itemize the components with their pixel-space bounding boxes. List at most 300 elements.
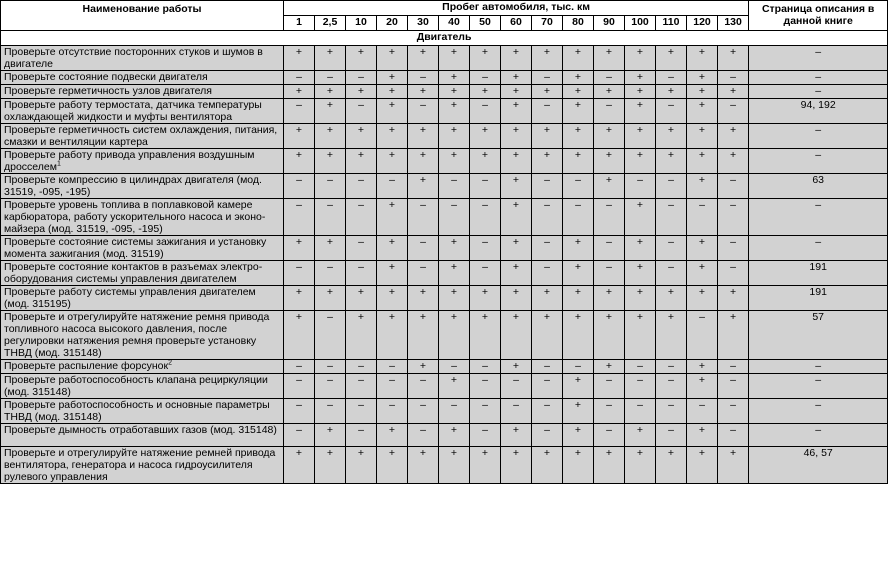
mileage-mark-cell: + [656,124,687,149]
mileage-mark-cell: + [377,286,408,311]
mileage-header-cell: 120 [687,16,718,31]
mileage-mark-cell: + [625,46,656,71]
mileage-mark-cell: + [501,447,532,484]
mileage-mark-cell: + [315,149,346,174]
mileage-mark-cell: – [408,261,439,286]
mileage-mark-cell: – [346,174,377,199]
mileage-mark-cell: – [377,174,408,199]
mileage-mark-cell: + [470,124,501,149]
section-title: Двигатель [1,31,888,46]
mileage-mark-cell: + [594,174,625,199]
page-ref-cell: 63 [749,174,888,199]
mileage-mark-cell: + [346,311,377,360]
mileage-mark-cell: + [563,374,594,399]
mileage-mark-cell: + [346,46,377,71]
mileage-mark-cell: – [408,399,439,424]
mileage-mark-cell: – [656,261,687,286]
mileage-header-cell: 110 [656,16,687,31]
mileage-mark-cell: + [377,85,408,99]
table-row [1,174,888,199]
mileage-mark-cell: + [501,174,532,199]
work-name-cell [1,311,284,360]
mileage-mark-cell: – [284,399,315,424]
mileage-mark-cell: + [439,424,470,447]
mileage-mark-cell: + [377,99,408,124]
mileage-mark-cell: + [718,311,749,360]
mileage-mark-cell: + [532,286,563,311]
work-name-cell [1,199,284,236]
mileage-mark-cell: – [408,71,439,85]
page-ref-cell: – [749,46,888,71]
mileage-mark-cell: + [687,286,718,311]
mileage-mark-cell: + [501,424,532,447]
mileage-mark-cell: + [377,71,408,85]
mileage-mark-cell: – [315,261,346,286]
mileage-mark-cell: – [594,261,625,286]
mileage-mark-cell: + [687,71,718,85]
mileage-mark-cell: + [594,46,625,71]
mileage-mark-cell: + [470,311,501,360]
mileage-mark-cell: – [625,174,656,199]
work-name-text: Проверьте герметичность узлов двигателя [4,85,212,97]
mileage-mark-cell: – [346,261,377,286]
page-ref-cell: 46, 57 [749,447,888,484]
table-row [1,71,888,85]
mileage-mark-cell: + [346,149,377,174]
mileage-mark-cell: – [656,374,687,399]
mileage-mark-cell: + [377,199,408,236]
table-row [1,424,888,447]
work-name-cell [1,236,284,261]
table-row [1,236,888,261]
mileage-header-cell: 100 [625,16,656,31]
mileage-mark-cell: – [532,174,563,199]
mileage-mark-cell: + [532,124,563,149]
mileage-mark-cell: + [687,124,718,149]
mileage-mark-cell: – [284,199,315,236]
mileage-group-header: Пробег автомобиля, тыс. км [284,1,749,16]
mileage-mark-cell: + [687,447,718,484]
work-name-text: Проверьте состояние подвески двигателя [4,71,208,83]
mileage-mark-cell: + [377,261,408,286]
mileage-mark-cell: + [718,46,749,71]
mileage-mark-cell: + [501,71,532,85]
table-row [1,399,888,424]
page-ref-cell: – [749,71,888,85]
mileage-mark-cell: – [718,360,749,374]
mileage-mark-cell: – [346,374,377,399]
mileage-mark-cell: + [284,149,315,174]
mileage-mark-cell: + [718,447,749,484]
mileage-mark-cell: – [408,236,439,261]
mileage-mark-cell: – [532,99,563,124]
mileage-mark-cell: – [315,399,346,424]
mileage-mark-cell: – [656,99,687,124]
mileage-mark-cell: – [656,360,687,374]
mileage-mark-cell: + [501,199,532,236]
mileage-mark-cell: – [346,399,377,424]
mileage-mark-cell: + [656,311,687,360]
mileage-header-cell: 20 [377,16,408,31]
mileage-mark-cell: + [377,447,408,484]
work-name-cell [1,71,284,85]
mileage-mark-cell: + [284,286,315,311]
mileage-mark-cell: + [563,236,594,261]
section-row [1,31,888,46]
mileage-mark-cell: – [346,99,377,124]
mileage-mark-cell: + [470,149,501,174]
mileage-mark-cell: – [470,71,501,85]
mileage-mark-cell: + [687,261,718,286]
mileage-mark-cell: – [470,374,501,399]
mileage-mark-cell: – [346,236,377,261]
work-name-cell [1,374,284,399]
mileage-mark-cell: – [284,99,315,124]
work-name-cell [1,360,284,374]
mileage-mark-cell: + [470,46,501,71]
mileage-mark-cell: – [501,399,532,424]
mileage-mark-cell: – [284,71,315,85]
mileage-mark-cell: + [439,236,470,261]
mileage-mark-cell: – [532,261,563,286]
mileage-header-cell: 50 [470,16,501,31]
mileage-mark-cell: – [470,399,501,424]
mileage-mark-cell: + [625,236,656,261]
mileage-mark-cell: + [594,149,625,174]
work-name-text: Проверьте работоспособность клапана рециркуляции (мод. 315148) [4,374,268,398]
mileage-mark-cell: + [687,149,718,174]
mileage-mark-cell: + [501,261,532,286]
mileage-mark-cell: – [718,99,749,124]
mileage-mark-cell: – [284,174,315,199]
mileage-mark-cell: – [718,261,749,286]
mileage-mark-cell: + [501,286,532,311]
mileage-header-cell: 1 [284,16,315,31]
work-name-text: Проверьте отсутствие посторонних стуков и шумов в двигателе [4,46,263,70]
work-name-text: Проверьте дымность отработавших газов (мод. 315148) [4,424,277,436]
table-row [1,360,888,374]
mileage-mark-cell: – [563,199,594,236]
mileage-mark-cell: + [563,46,594,71]
mileage-mark-cell: + [687,99,718,124]
mileage-header-cell: 90 [594,16,625,31]
mileage-mark-cell: – [656,424,687,447]
page-ref-cell: – [749,374,888,399]
mileage-mark-cell: + [625,447,656,484]
mileage-mark-cell: + [377,311,408,360]
mileage-mark-cell: – [315,174,346,199]
mileage-mark-cell: – [439,399,470,424]
work-name-text: Проверьте работу термостата, датчика температуры охлаждающей жидкости и муфты вентилятора [4,99,262,123]
mileage-mark-cell: + [470,286,501,311]
table-row [1,311,888,360]
work-name-text: Проверьте и отрегулируйте натяжение ремней привода вентилятора, генератора и насоса гидроусилителя рулевого управления [4,447,276,483]
page-ref-cell: – [749,124,888,149]
mileage-mark-cell: + [656,85,687,99]
mileage-mark-cell: + [687,236,718,261]
mileage-mark-cell: + [439,149,470,174]
mileage-mark-cell: – [594,424,625,447]
mileage-mark-cell: + [687,85,718,99]
mileage-mark-cell: + [718,124,749,149]
mileage-mark-cell: + [377,236,408,261]
mileage-mark-cell: + [625,71,656,85]
mileage-mark-cell: – [470,236,501,261]
mileage-mark-cell: – [718,374,749,399]
mileage-mark-cell: + [346,286,377,311]
work-name-text: Проверьте герметичность систем охлаждения, питания, смазки и вентиляции картера [4,124,278,148]
page-ref-cell: – [749,360,888,374]
mileage-mark-cell: + [594,360,625,374]
page-ref-cell: – [749,149,888,174]
mileage-mark-cell: + [625,311,656,360]
mileage-mark-cell: – [563,360,594,374]
table-row [1,85,888,99]
mileage-mark-cell: – [470,174,501,199]
mileage-header-cell: 60 [501,16,532,31]
work-name-cell [1,46,284,71]
page-ref-cell: 191 [749,261,888,286]
mileage-mark-cell: + [284,85,315,99]
mileage-mark-cell: – [439,199,470,236]
mileage-mark-cell: + [439,85,470,99]
mileage-mark-cell: + [315,99,346,124]
work-name-cell [1,424,284,447]
mileage-header-cell: 30 [408,16,439,31]
mileage-mark-cell: + [377,424,408,447]
mileage-mark-cell: – [470,261,501,286]
mileage-mark-cell: + [284,124,315,149]
mileage-mark-cell: + [532,149,563,174]
mileage-mark-cell: + [315,124,346,149]
mileage-mark-cell: + [687,46,718,71]
mileage-mark-cell: – [656,71,687,85]
mileage-mark-cell: + [439,447,470,484]
mileage-mark-cell: + [408,286,439,311]
mileage-mark-cell: + [315,447,346,484]
mileage-mark-cell: + [563,424,594,447]
mileage-mark-cell: + [563,286,594,311]
mileage-mark-cell: + [501,149,532,174]
mileage-mark-cell: + [563,99,594,124]
mileage-mark-cell: – [656,236,687,261]
page-ref-cell: – [749,399,888,424]
mileage-mark-cell: + [408,149,439,174]
mileage-mark-cell: + [594,286,625,311]
work-name-text: Проверьте уровень топлива в поплавковой камере карбюратора, работу ускорительного насоса и экономайзера (мод. 31519, -095, -195) [4,199,266,235]
mileage-mark-cell: + [408,360,439,374]
mileage-mark-cell: + [594,447,625,484]
mileage-mark-cell: + [284,447,315,484]
mileage-mark-cell: – [284,374,315,399]
mileage-mark-cell: + [625,286,656,311]
mileage-mark-cell: – [377,360,408,374]
footnote-marker: 1 [56,160,61,168]
mileage-mark-cell: – [718,399,749,424]
mileage-mark-cell: + [532,85,563,99]
mileage-mark-cell: – [718,71,749,85]
work-name-text: Проверьте работу системы управления двигателем (мод. 315195) [4,286,256,310]
mileage-mark-cell: – [594,236,625,261]
mileage-mark-cell: – [315,360,346,374]
work-name-cell [1,99,284,124]
mileage-mark-cell: + [594,311,625,360]
work-name-text: Проверьте состояние системы зажигания и установку момента зажигания (мод. 31519) [4,236,267,260]
mileage-mark-cell: + [563,149,594,174]
mileage-mark-cell: + [439,311,470,360]
mileage-mark-cell: + [563,399,594,424]
mileage-mark-cell: + [315,236,346,261]
mileage-mark-cell: – [594,71,625,85]
mileage-mark-cell: – [594,199,625,236]
mileage-mark-cell: – [532,374,563,399]
mileage-mark-cell: – [315,199,346,236]
mileage-mark-cell: + [718,149,749,174]
mileage-mark-cell: – [532,199,563,236]
work-name-cell [1,174,284,199]
page-ref-header: Страница описания в данной книге [749,1,888,31]
mileage-mark-cell: + [408,174,439,199]
mileage-mark-cell: + [625,124,656,149]
mileage-mark-cell: – [315,311,346,360]
work-name-text: Проверьте компрессию в цилиндрах двигателя (мод. 31519, -095, -195) [4,174,262,198]
work-name-text: Проверьте работоспособность и основные параметры ТНВД (мод. 315148) [4,399,270,423]
mileage-mark-cell: – [346,71,377,85]
work-name-text: Проверьте состояние контактов в разъемах электрооборудования системы управления двигателем [4,261,263,285]
mileage-mark-cell: + [470,447,501,484]
mileage-mark-cell: + [377,149,408,174]
table-row [1,124,888,149]
mileage-mark-cell: – [346,199,377,236]
work-name-cell [1,399,284,424]
work-name-text: Проверьте распыление форсунок [4,360,169,372]
mileage-mark-cell: – [439,174,470,199]
mileage-mark-cell: + [284,311,315,360]
mileage-mark-cell: – [470,360,501,374]
table-row [1,99,888,124]
mileage-mark-cell: + [687,174,718,199]
mileage-mark-cell: – [346,424,377,447]
mileage-mark-cell: – [718,174,749,199]
page-ref-cell: 94, 192 [749,99,888,124]
mileage-mark-cell: + [315,424,346,447]
mileage-mark-cell: + [501,311,532,360]
header-row-group [1,1,888,16]
mileage-mark-cell: + [439,71,470,85]
mileage-mark-cell: – [594,374,625,399]
mileage-mark-cell: + [625,99,656,124]
mileage-mark-cell: + [439,261,470,286]
mileage-mark-cell: + [439,99,470,124]
mileage-mark-cell: – [687,311,718,360]
work-name-header: Наименование работы [1,1,284,31]
mileage-mark-cell: – [532,236,563,261]
mileage-mark-cell: – [315,374,346,399]
mileage-mark-cell: + [687,424,718,447]
mileage-mark-cell: – [439,360,470,374]
mileage-header-cell: 10 [346,16,377,31]
mileage-header-cell: 40 [439,16,470,31]
mileage-mark-cell: + [377,46,408,71]
mileage-mark-cell: – [532,399,563,424]
mileage-mark-cell: + [656,286,687,311]
mileage-mark-cell: – [656,174,687,199]
work-name-cell [1,124,284,149]
mileage-mark-cell: – [408,374,439,399]
page-ref-cell: – [749,199,888,236]
mileage-mark-cell: + [315,85,346,99]
mileage-mark-cell: + [408,311,439,360]
work-name-cell [1,85,284,99]
mileage-mark-cell: + [532,311,563,360]
mileage-mark-cell: + [439,46,470,71]
mileage-mark-cell: – [470,199,501,236]
mileage-mark-cell: – [284,261,315,286]
mileage-mark-cell: – [718,199,749,236]
mileage-mark-cell: + [625,85,656,99]
mileage-mark-cell: + [470,85,501,99]
mileage-mark-cell: + [656,46,687,71]
mileage-mark-cell: – [377,374,408,399]
work-name-text: Проверьте и отрегулируйте натяжение ремня привода топливного насоса высокого давления, после регулировки натяжения ремня проверьте установку ТНВД (мод. 315148) [4,311,270,359]
table-row [1,261,888,286]
work-name-cell [1,261,284,286]
mileage-mark-cell: + [501,236,532,261]
mileage-mark-cell: + [377,124,408,149]
mileage-mark-cell: – [532,424,563,447]
mileage-mark-cell: + [625,199,656,236]
work-name-cell [1,286,284,311]
table-row [1,199,888,236]
mileage-mark-cell: – [563,174,594,199]
mileage-mark-cell: + [687,374,718,399]
mileage-mark-cell: + [501,46,532,71]
mileage-mark-cell: + [563,311,594,360]
mileage-mark-cell: + [656,447,687,484]
mileage-mark-cell: + [315,286,346,311]
mileage-mark-cell: – [625,360,656,374]
mileage-mark-cell: + [315,46,346,71]
mileage-mark-cell: + [408,447,439,484]
mileage-mark-cell: – [470,99,501,124]
mileage-mark-cell: + [408,85,439,99]
table-row [1,149,888,174]
mileage-mark-cell: + [346,85,377,99]
mileage-mark-cell: – [377,399,408,424]
mileage-mark-cell: + [501,99,532,124]
mileage-mark-cell: + [563,71,594,85]
mileage-mark-cell: + [532,46,563,71]
mileage-mark-cell: + [718,85,749,99]
mileage-mark-cell: – [408,199,439,236]
mileage-mark-cell: + [439,286,470,311]
mileage-mark-cell: – [408,99,439,124]
mileage-mark-cell: + [563,261,594,286]
mileage-mark-cell: + [501,360,532,374]
table-row [1,374,888,399]
mileage-mark-cell: + [563,124,594,149]
mileage-mark-cell: – [594,399,625,424]
page-ref-cell: – [749,236,888,261]
mileage-mark-cell: + [439,124,470,149]
mileage-mark-cell: + [346,124,377,149]
mileage-mark-cell: – [408,424,439,447]
mileage-mark-cell: + [408,124,439,149]
mileage-mark-cell: + [687,360,718,374]
page-ref-cell: 191 [749,286,888,311]
mileage-mark-cell: – [656,199,687,236]
mileage-header-cell: 80 [563,16,594,31]
